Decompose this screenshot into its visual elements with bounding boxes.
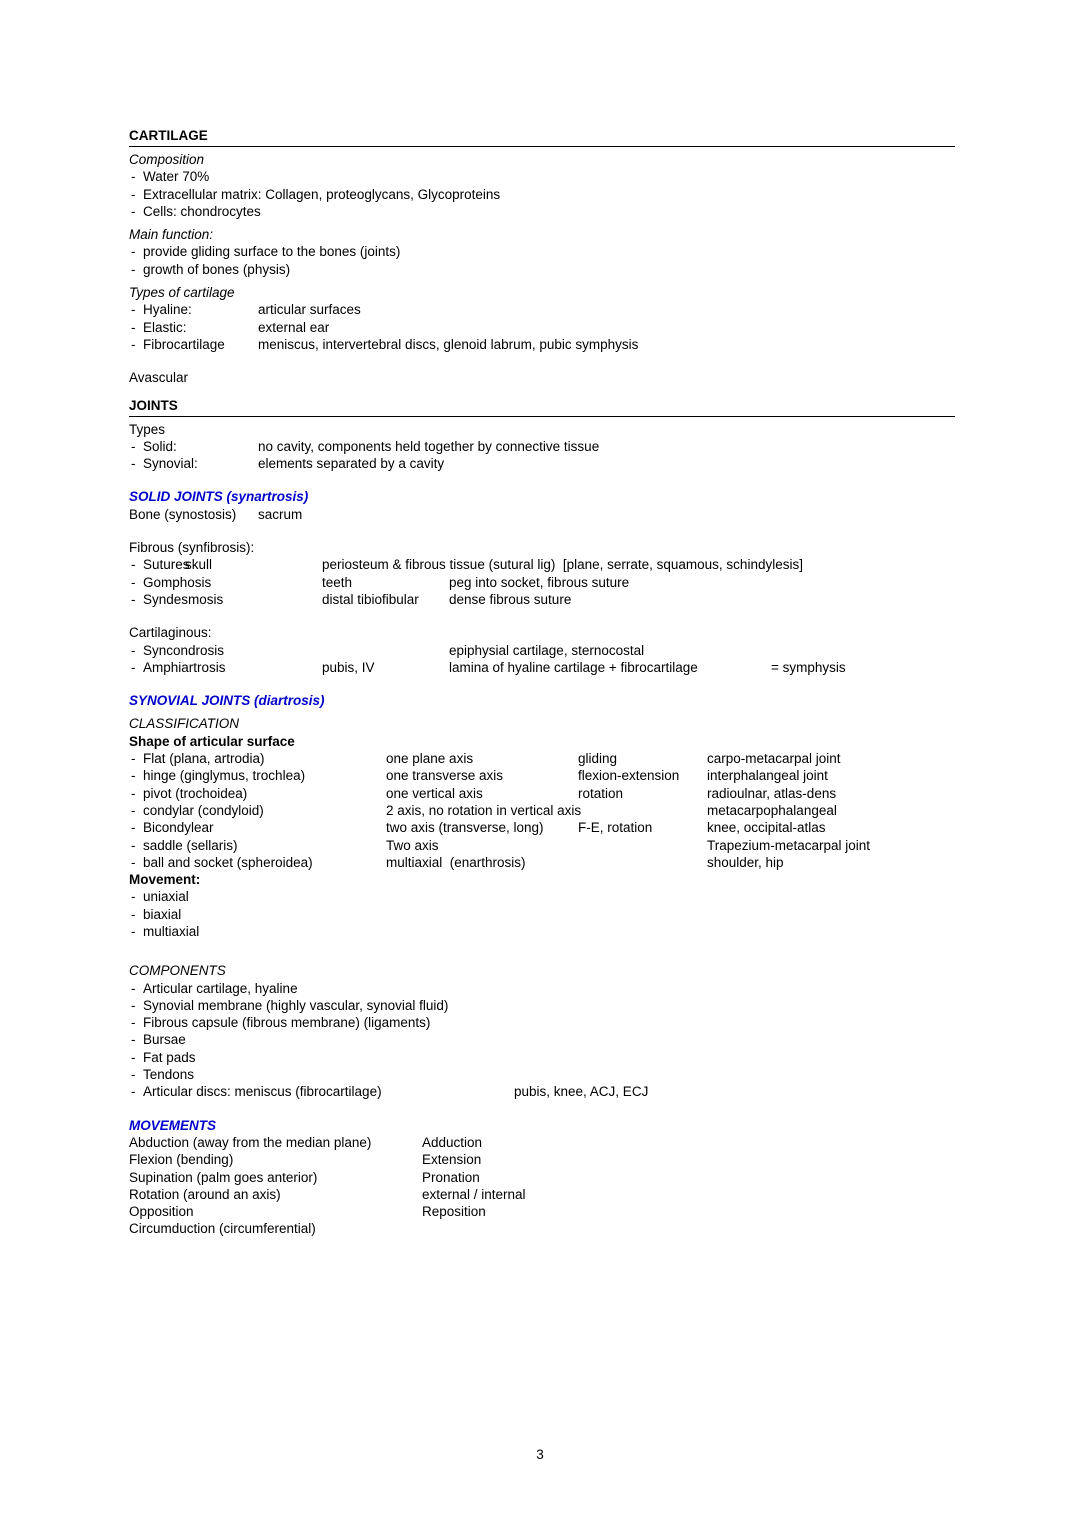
movement-pair-row [129, 1170, 955, 1187]
fibrous-col1: - Sutures [143, 557, 190, 573]
shape-col4: metacarpophalangeal [707, 802, 837, 818]
spacer [129, 609, 955, 625]
cartilaginous-col2: pubis, IV [322, 659, 375, 675]
component-item [129, 1050, 955, 1067]
fibrous-col2: teeth [322, 574, 353, 590]
cartilage-types-heading: Types of cartilage [129, 285, 235, 301]
component-item-text: - Bursae [143, 1032, 186, 1048]
movement-col1: Flexion (bending) [129, 1152, 234, 1168]
cartilage-type-label: - Hyaline: [143, 302, 192, 318]
component-item [129, 1015, 955, 1032]
page-number: 3 [536, 1447, 544, 1462]
shape-row [129, 768, 955, 785]
shape-col4: Trapezium-metacarpal joint [707, 837, 871, 853]
articular-discs-label: - Articular discs: meniscus (fibrocartilage) [143, 1084, 382, 1100]
shape-col2: multiaxial (enarthrosis) [386, 854, 526, 870]
shape-col3: flexion-extension [578, 768, 680, 784]
movement-item-text: - multiaxial [143, 923, 200, 939]
movement-col2: Reposition [422, 1204, 486, 1220]
movement-col1: Opposition [129, 1204, 194, 1220]
fibrous-row [129, 575, 955, 592]
articular-discs-row [129, 1084, 955, 1101]
shape-row [129, 855, 955, 872]
shape-col2: Two axis [386, 837, 439, 853]
movement-col2: Adduction [422, 1134, 483, 1150]
joint-type-label: - Synovial: [143, 456, 198, 472]
fibrous-col1: - Gomphosis [143, 574, 212, 590]
component-item-text: - Articular cartilage, hyaline [143, 980, 298, 996]
movement-item [129, 907, 955, 924]
component-item-text: - Fibrous capsule (fibrous membrane) (ligaments) [143, 1015, 431, 1031]
shape-col1: - hinge (ginglymus, trochlea) [143, 768, 306, 784]
shape-col3: gliding [578, 751, 618, 767]
movement-item-text: - uniaxial [143, 889, 189, 905]
shape-row [129, 751, 955, 768]
cartilaginous-row [129, 660, 955, 677]
heading-movements: MOVEMENTS [129, 1117, 217, 1133]
joint-type-label: - Solid: [143, 438, 177, 454]
spacer [129, 354, 955, 370]
cartilage-type-row [129, 302, 955, 319]
movement-pair-row [129, 1135, 955, 1152]
shape-col2: 2 axis, no rotation in vertical axis [386, 802, 582, 818]
fibrous-col2: distal tibiofibular [322, 591, 419, 607]
fibrous-col2: periosteum & fibrous tissue (sutural lig) [plane, serrate, squamous, schindylesis] [322, 557, 803, 573]
shape-col2: one plane axis [386, 751, 474, 767]
joint-type-row [129, 439, 955, 456]
cartilaginous-heading: Cartilaginous: [129, 625, 212, 641]
main-function-heading: Main function: [129, 227, 214, 243]
component-item-text: - Synovial membrane (highly vascular, synovial fluid) [143, 997, 449, 1013]
fibrous-heading: Fibrous (synfibrosis): [129, 540, 255, 556]
shape-col1: - saddle (sellaris) [143, 837, 238, 853]
shape-col1: - Bicondylear [143, 820, 214, 836]
composition-item [129, 187, 955, 204]
heading-synovial-joints: SYNOVIAL JOINTS (diartrosis) [129, 693, 325, 709]
bone-row [129, 507, 955, 524]
shape-col1: - ball and socket (spheroidea) [143, 854, 313, 870]
shape-heading: Shape of articular surface [129, 733, 295, 749]
cartilage-rule [129, 146, 955, 147]
shape-col4: carpo-metacarpal joint [707, 751, 841, 767]
movement-col1: Supination (palm goes anterior) [129, 1169, 318, 1185]
section-heading-cartilage: CARTILAGE [129, 128, 208, 143]
movement-pair-row [129, 1187, 955, 1204]
shape-col4: radioulnar, atlas-dens [707, 785, 837, 801]
fibrous-row [129, 557, 955, 574]
cartilaginous-col1: - Amphiartrosis [143, 659, 226, 675]
spacer [129, 941, 955, 963]
notes-page [129, 128, 955, 1239]
spacer [129, 1102, 955, 1118]
cartilaginous-row [129, 643, 955, 660]
shape-row [129, 838, 955, 855]
spacer [129, 388, 955, 398]
shape-row [129, 786, 955, 803]
composition-item-text: - Water 70% [143, 169, 210, 185]
fibrous-col3: dense fibrous suture [449, 591, 572, 607]
movement-pair-row [129, 1221, 955, 1238]
shape-col2: one vertical axis [386, 785, 483, 801]
shape-col2: one transverse axis [386, 768, 504, 784]
composition-item [129, 204, 955, 221]
section-heading-joints: JOINTS [129, 397, 178, 413]
articular-discs-value: pubis, knee, ACJ, ECJ [514, 1084, 649, 1100]
component-item-text: - Fat pads [143, 1049, 196, 1065]
shape-col4: knee, occipital-atlas [707, 820, 826, 836]
fibrous-col1: - Syndesmosis [143, 591, 224, 607]
movement-col1: Rotation (around an axis) [129, 1186, 281, 1202]
composition-item-text: - Extracellular matrix: Collagen, proteoglycans, Glycoproteins [143, 186, 501, 202]
movement-pair-row [129, 1204, 955, 1221]
component-item [129, 1032, 955, 1049]
cartilage-type-desc: articular surfaces [258, 302, 361, 318]
movement-pair-row [129, 1152, 955, 1169]
avascular-note: Avascular [129, 370, 189, 386]
component-item [129, 998, 955, 1015]
shape-col4: shoulder, hip [707, 854, 784, 870]
bone-value: sacrum [258, 506, 303, 522]
heading-solid-joints: SOLID JOINTS (synartrosis) [129, 489, 309, 505]
cartilage-type-row [129, 320, 955, 337]
composition-item [129, 169, 955, 186]
movement-col1: Abduction (away from the median plane) [129, 1134, 372, 1150]
shape-col4: interphalangeal joint [707, 768, 828, 784]
movement-item-text: - biaxial [143, 906, 182, 922]
fibrous-col3: peg into socket, fibrous suture [449, 574, 630, 590]
movement-heading: Movement: [129, 872, 201, 888]
joint-types-heading: Types [129, 421, 166, 437]
movement-item [129, 889, 955, 906]
cartilaginous-col4: = symphysis [771, 659, 846, 675]
composition-item-text: - Cells: chondrocytes [143, 203, 261, 219]
shape-col1: - pivot (trochoidea) [143, 785, 248, 801]
spacer [129, 473, 955, 489]
main-function-item [129, 244, 955, 261]
spacer [129, 524, 955, 540]
component-item-text: - Tendons [143, 1067, 195, 1083]
component-item [129, 1067, 955, 1084]
shape-col1: - condylar (condyloid) [143, 802, 264, 818]
cartilaginous-col1: - Syncondrosis [143, 642, 225, 658]
shape-col3: F-E, rotation [578, 820, 653, 836]
shape-col1: - Flat (plana, artrodia) [143, 751, 265, 767]
joint-type-desc: elements separated by a cavity [258, 456, 445, 472]
main-function-item-text: - provide gliding surface to the bones (joints) [143, 244, 401, 260]
joint-type-row [129, 456, 955, 473]
components-heading: COMPONENTS [129, 963, 226, 979]
movement-col1: Circumduction (circumferential) [129, 1221, 316, 1237]
main-function-item [129, 262, 955, 279]
movement-col2: Extension [422, 1152, 482, 1168]
cartilaginous-col3: lamina of hyaline cartilage + fibrocartilage [449, 659, 698, 675]
shape-row [129, 820, 955, 837]
shape-col3: rotation [578, 785, 624, 801]
cartilage-type-label: - Elastic: [143, 319, 187, 335]
fibrous-col1b: skull [185, 557, 213, 573]
movement-col2: Pronation [422, 1169, 480, 1185]
classification-heading: CLASSIFICATION [129, 716, 240, 732]
cartilage-type-desc: external ear [258, 319, 330, 335]
shape-row [129, 803, 955, 820]
main-function-item-text: - growth of bones (physis) [143, 261, 291, 277]
composition-heading: Composition [129, 152, 205, 167]
fibrous-row [129, 592, 955, 609]
joint-type-desc: no cavity, components held together by connective tissue [258, 438, 600, 454]
shape-col2: two axis (transverse, long) [386, 820, 544, 836]
cartilage-type-desc: meniscus, intervertebral discs, glenoid labrum, pubic symphysis [258, 336, 639, 352]
cartilage-type-label: - Fibrocartilage [143, 336, 225, 352]
joints-rule [129, 416, 955, 417]
component-item [129, 981, 955, 998]
spacer [129, 677, 955, 693]
cartilaginous-col3: epiphysial cartilage, sternocostal [449, 642, 645, 658]
cartilage-type-row [129, 337, 955, 354]
movement-item [129, 924, 955, 941]
bone-label: Bone (synostosis) [129, 506, 237, 522]
movement-col2: external / internal [422, 1186, 526, 1202]
